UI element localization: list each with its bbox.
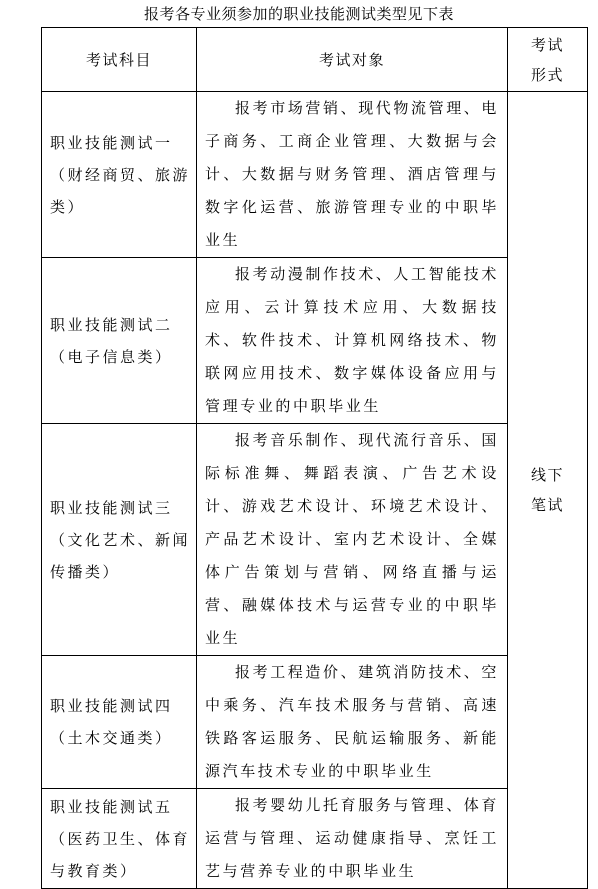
subject-cell bbox=[42, 92, 197, 258]
header-form-line1: 考试 bbox=[530, 35, 564, 54]
subject-cell bbox=[42, 656, 197, 789]
header-row bbox=[42, 28, 588, 92]
table-row bbox=[42, 424, 588, 656]
subject-name: 职业技能测试四 bbox=[50, 697, 173, 715]
table-row bbox=[42, 789, 588, 889]
exam-form-cell bbox=[508, 92, 588, 889]
header-subject: 考试科目 bbox=[42, 28, 197, 92]
header-form-line2: 形式 bbox=[530, 65, 564, 84]
subject-name: 职业技能测试三 bbox=[50, 498, 173, 517]
subject-name: 职业技能测试一 bbox=[50, 133, 173, 152]
exam-form-line2: 笔试 bbox=[530, 496, 564, 514]
subject-category: （文化艺术、新闻传播类） bbox=[50, 530, 191, 581]
subject-cell bbox=[42, 424, 197, 656]
exam-form-line1: 线下 bbox=[530, 466, 564, 484]
table-row bbox=[42, 258, 588, 424]
target-cell: 报考工程造价、建筑消防技术、空中乘务、汽车技术服务与营销、高速铁路客运服务、民航运输服务、新能源汽车技术专业的中职毕业生 bbox=[197, 656, 508, 789]
exam-types-table bbox=[41, 27, 588, 889]
subject-name: 职业技能测试二 bbox=[50, 315, 173, 334]
subject-name: 职业技能测试五 bbox=[50, 797, 173, 816]
target-cell: 报考婴幼儿托育服务与管理、体育运营与管理、运动健康指导、烹饪工艺与营养专业的中职毕业生 bbox=[197, 789, 508, 889]
subject-category: （医药卫生、体育与教育类） bbox=[50, 829, 191, 880]
target-cell: 报考动漫制作技术、人工智能技术应用、云计算技术应用、大数据技术、软件技术、计算机网络技术、物联网应用技术、数字媒体设备应用与管理专业的中职毕业生 bbox=[197, 258, 508, 424]
subject-category: （土木交通类） bbox=[50, 729, 173, 747]
header-form bbox=[508, 28, 588, 92]
subject-category: （财经商贸、旅游类） bbox=[50, 165, 191, 216]
header-target: 考试对象 bbox=[197, 28, 508, 92]
subject-cell bbox=[42, 258, 197, 424]
table-row bbox=[42, 656, 588, 789]
target-cell: 报考音乐制作、现代流行音乐、国际标准舞、舞蹈表演、广告艺术设计、游戏艺术设计、环境艺术设计、产品艺术设计、室内艺术设计、全媒体广告策划与营销、网络直播与运营、融媒体技术与运营专业的中职毕业生 bbox=[197, 424, 508, 656]
table-row bbox=[42, 92, 588, 258]
subject-cell bbox=[42, 789, 197, 889]
target-cell: 报考市场营销、现代物流管理、电子商务、工商企业管理、大数据与会计、大数据与财务管理、酒店管理与数字化运营、旅游管理专业的中职毕业生 bbox=[197, 92, 508, 258]
table-caption: 报考各专业须参加的职业技能测试类型见下表 bbox=[143, 5, 454, 23]
subject-category: （电子信息类） bbox=[50, 347, 173, 366]
